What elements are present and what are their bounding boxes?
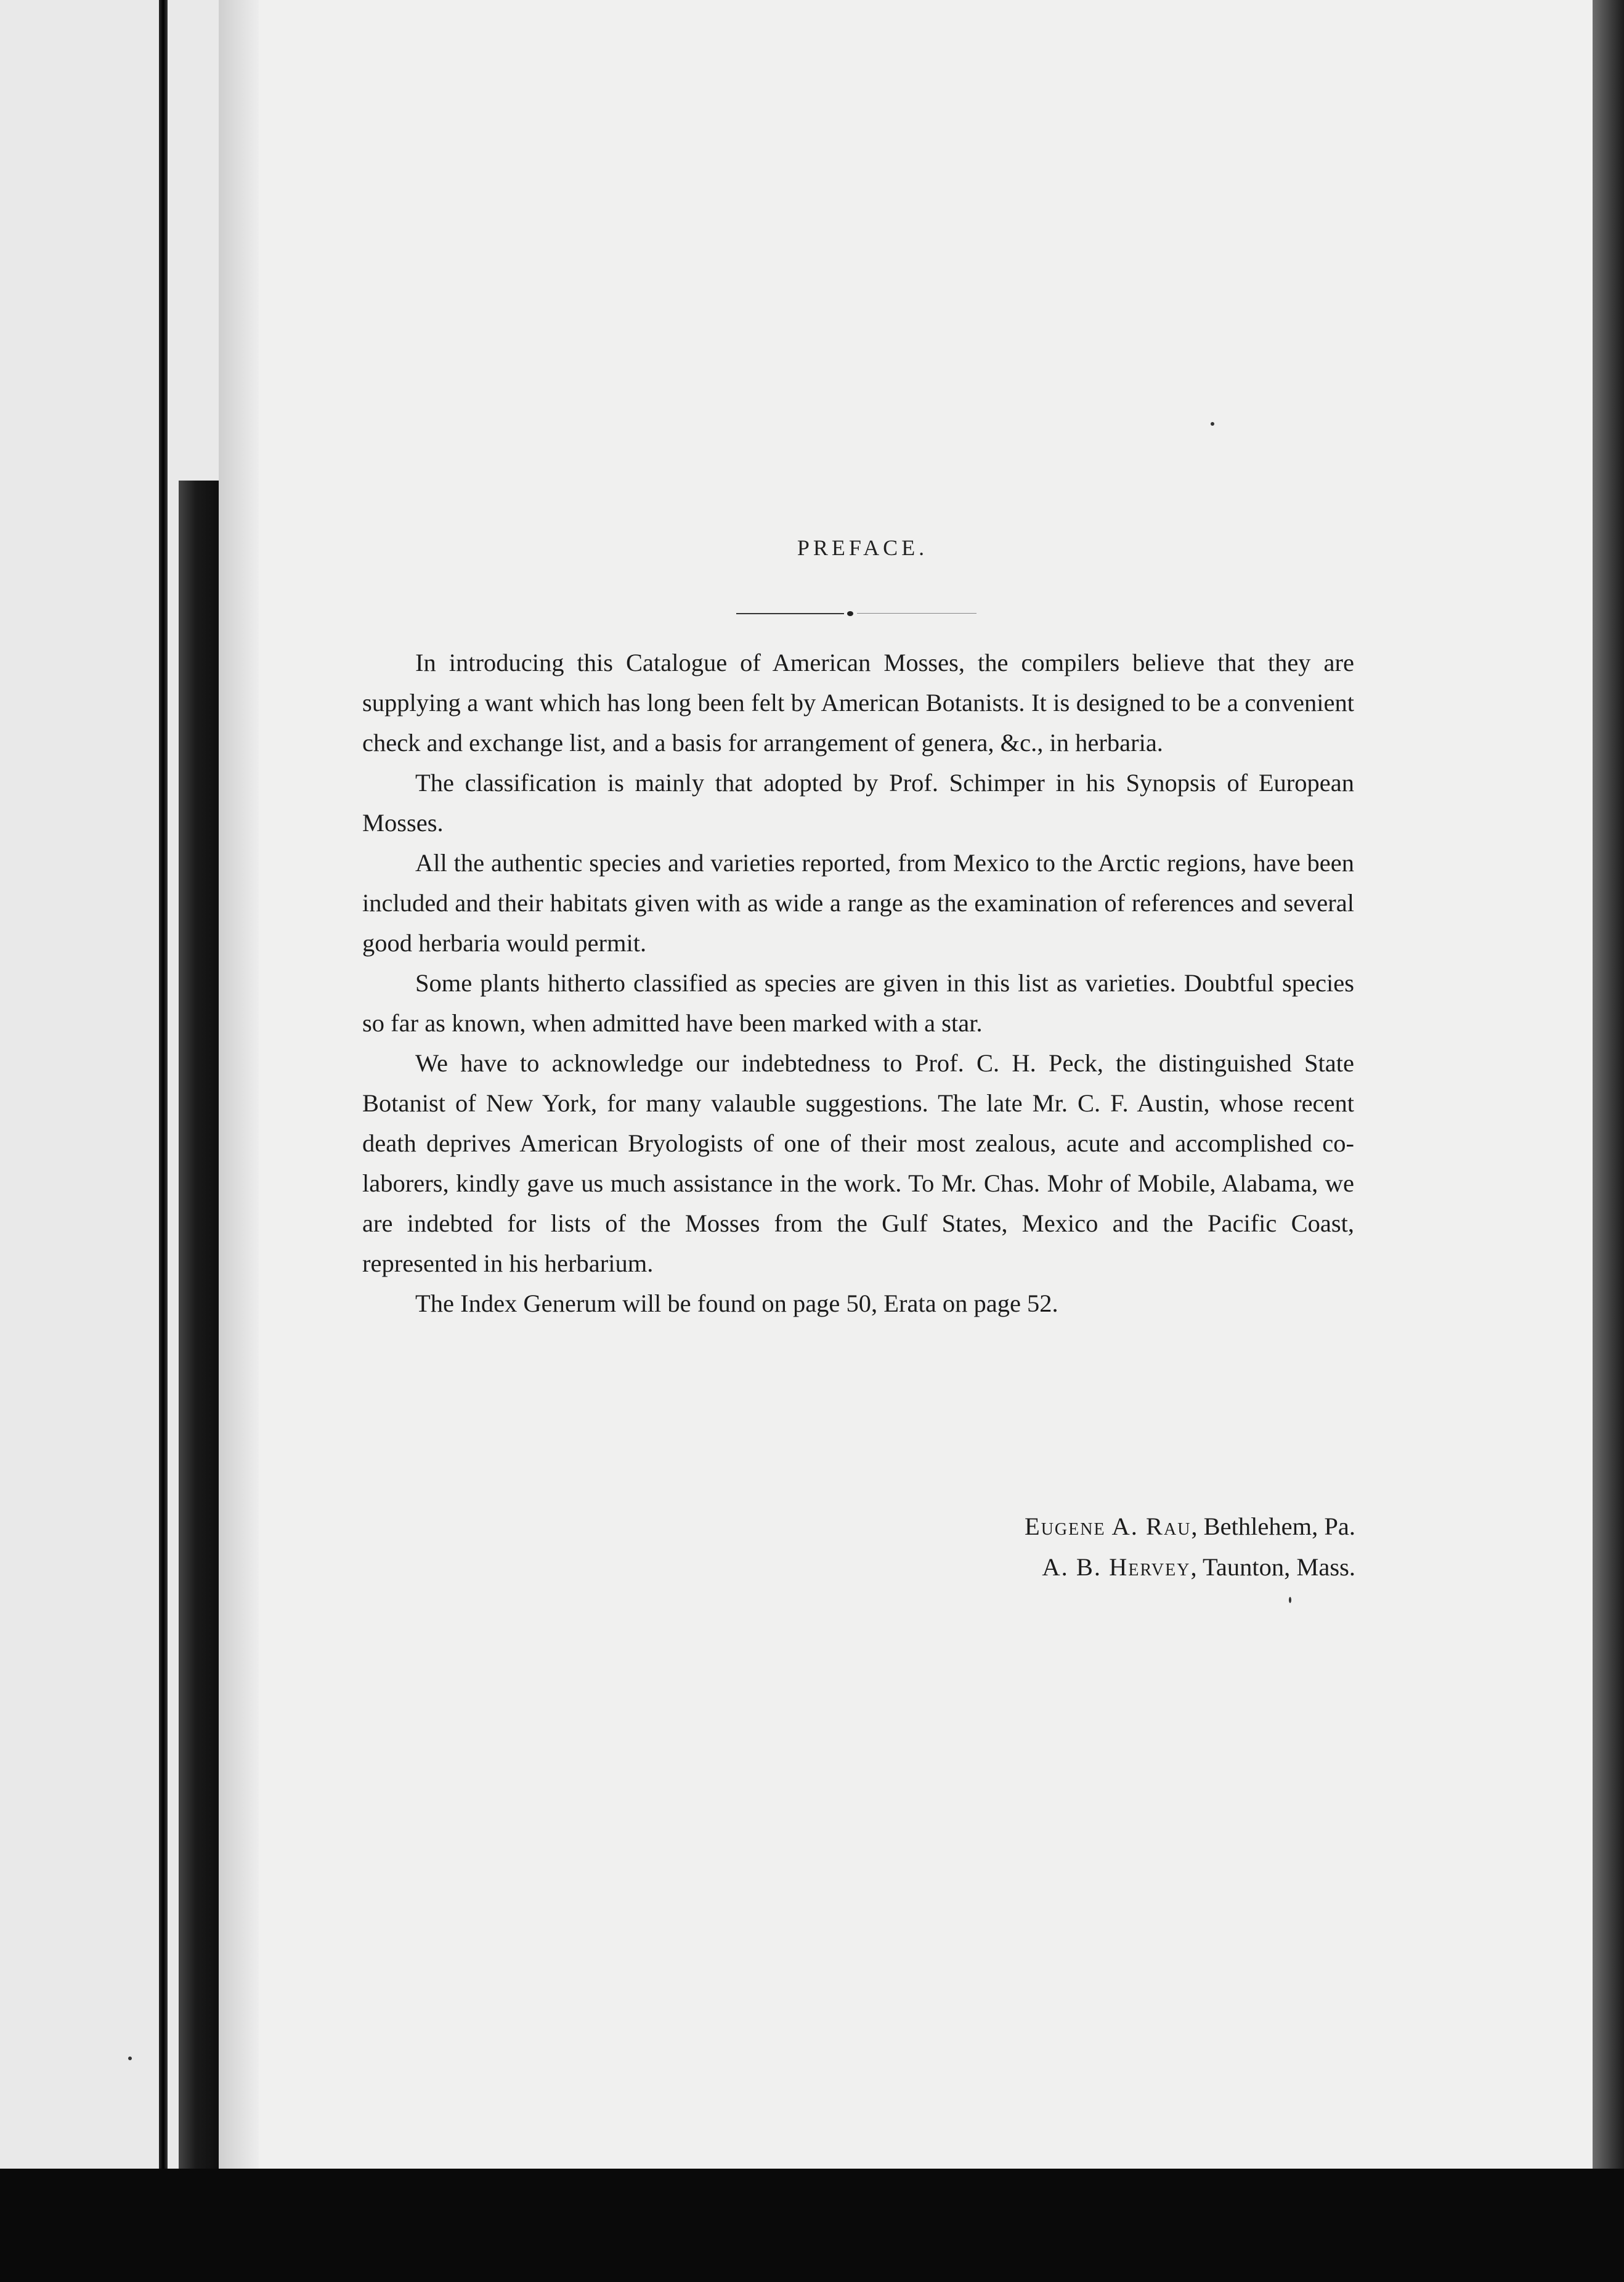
paragraph: In introducing this Catalogue of American Mosses, the compilers believe that they are supplying a want which has long been felt by American Botanists. It is designed to be a convenient check and exchange list, and a basis for arrangement of genera, &c., in herbaria. [362, 649, 1354, 757]
preface-body [362, 643, 1354, 1323]
author-name: A. B. Hervey [1042, 1553, 1191, 1581]
torn-binding [179, 481, 222, 2169]
paragraph: All the authentic species and varieties reported, from Mexico to the Arctic regions, have been included and their habitats given with as wide a range as the examination of references and several good herbaria would permit. [362, 849, 1354, 957]
author-place: , Taunton, Mass. [1190, 1553, 1355, 1581]
gutter-shadow [219, 0, 262, 2169]
scan-background [0, 2169, 1624, 2282]
signature-line [801, 1506, 1355, 1547]
paragraph: We have to acknowledge our indebtedness to Prof. C. H. Peck, the distinguished State Botanist of New York, for many valauble suggestions. The late Mr. C. F. Austin, whose recent death deprives American Bryologists of one of their most zealous, acute and accomplished co-laborers, kindly gave us much assistance in the work. To Mr. Chas. Mohr of Mobile, Alabama, we are indebted for lists of the Mosses from the Gulf States, Mexico and the Pacific Coast, represented in his herbarium. [362, 1049, 1354, 1277]
paper-speck [1211, 422, 1214, 426]
paragraph: The Index Generum will be found on page 50, Erata on page 52. [415, 1289, 1058, 1317]
paper-speck [128, 2057, 132, 2060]
page-title: PREFACE. [797, 535, 928, 560]
title-ornament [736, 609, 976, 619]
binding-thread [159, 0, 168, 2169]
author-name: Eugene A. Rau [1024, 1513, 1192, 1540]
signature-block [801, 1506, 1355, 1588]
page-edge-shadow [1593, 0, 1624, 2169]
paragraph: The classification is mainly that adopted by Prof. Schimper in his Synopsis of European Mosses. [362, 769, 1354, 837]
author-place: , Bethlehem, Pa. [1191, 1513, 1355, 1540]
signature-line [801, 1547, 1355, 1588]
paragraph: Some plants hitherto classified as species are given in this list as varieties. Doubtful species so far as known, when admitted have been marked with a star. [362, 969, 1354, 1037]
paper-speck [1289, 1597, 1291, 1603]
